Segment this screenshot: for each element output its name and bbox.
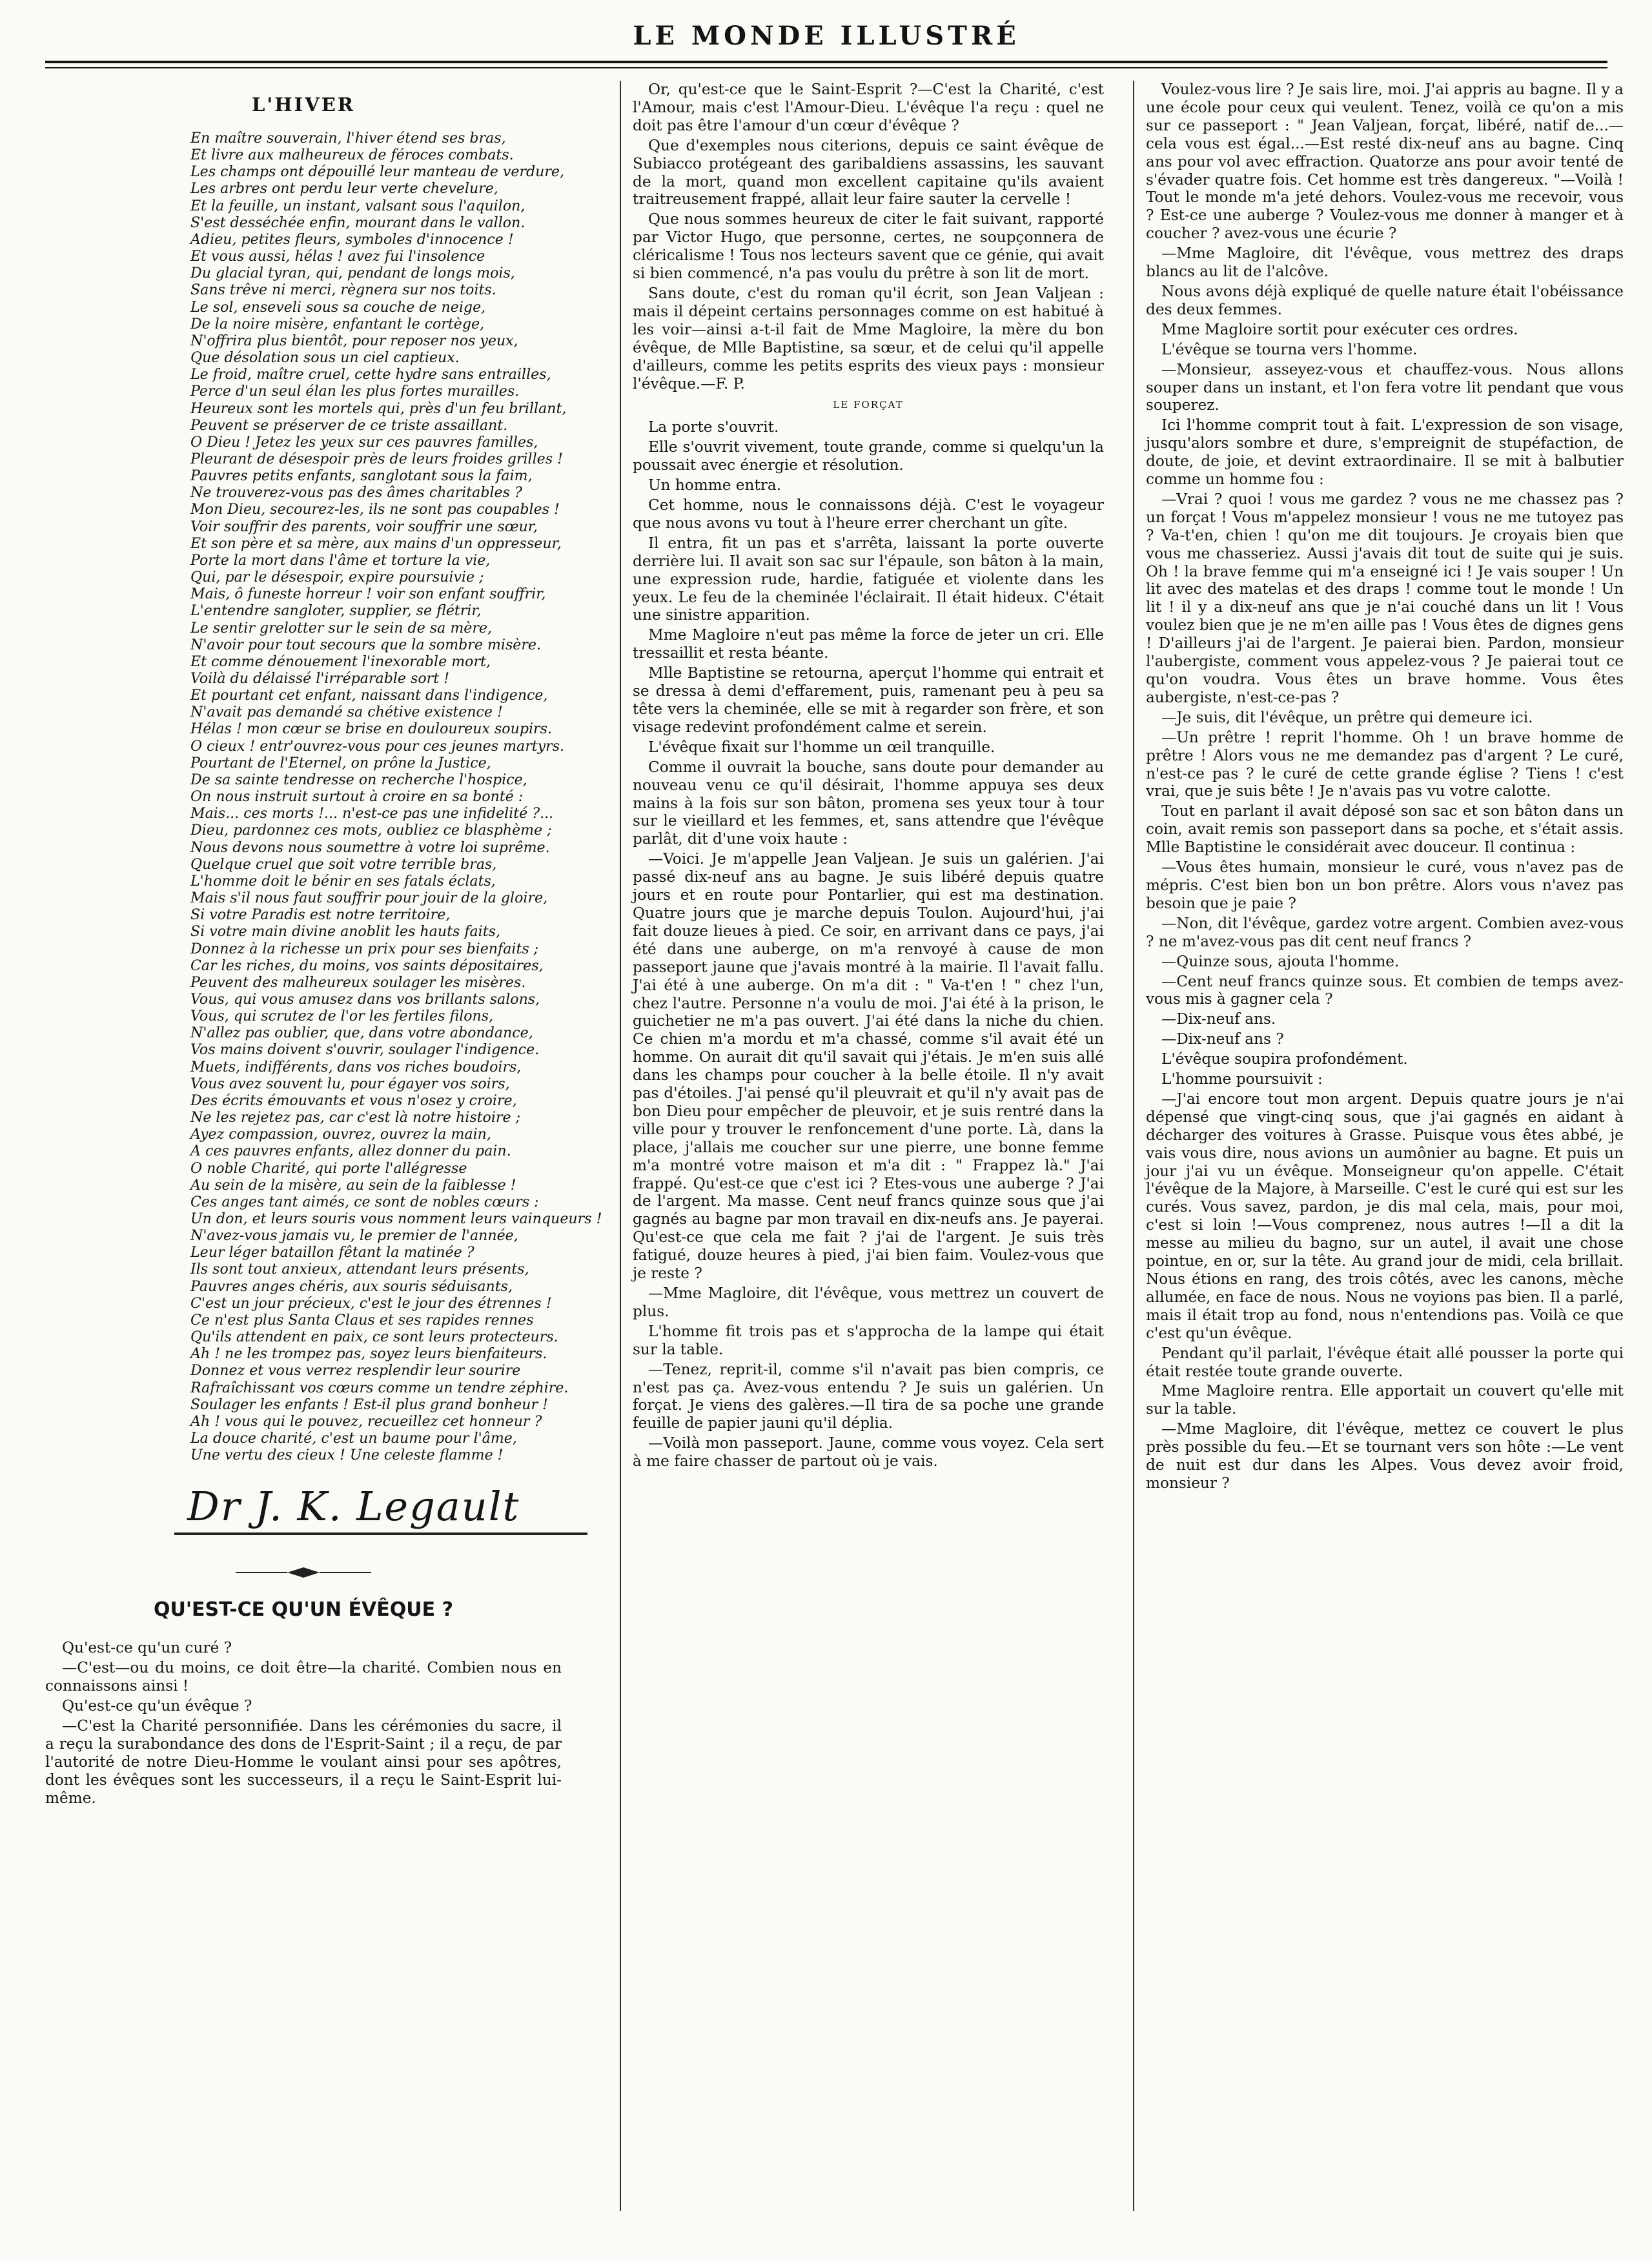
poem-line: Hélas ! mon cœur se brise en douloureux soupirs. (190, 720, 552, 738)
poem-line: En maître souverain, l'hiver étend ses bras, (190, 130, 506, 147)
paragraph: Pendant qu'il parlait, l'évêque était allé pousser la porte qui était restée toute grande ouverte. (1146, 1344, 1624, 1380)
masthead-rule-thin (45, 67, 1607, 68)
poem-line: Porte la mort dans l'âme et torture la vie, (190, 551, 491, 569)
poem-line: Ah ! vous qui le pouvez, recueillez cet honneur ? (190, 1412, 542, 1430)
poem-line: Peuvent des malheureux soulager les misères. (190, 973, 526, 991)
paragraph: Qu'est-ce qu'un curé ? (62, 1639, 232, 1657)
poem-line: Pourtant de l'Eternel, on prône la Justice, (190, 754, 491, 771)
paragraph: Or, qu'est-ce que le Saint-Esprit ?—C'est la Charité, c'est l'Amour, mais c'est l'Amour-Dieu. L'évêque l'a reçu : quel ne doit pas être l'amour d'un cœur d'évêque ? (633, 81, 1104, 134)
paragraph: L'homme fit trois pas et s'approcha de la lampe qui était sur la table. (633, 1322, 1104, 1358)
poem-line: Voilà du délaissé l'irréparable sort ! (190, 670, 449, 687)
poem-line: Ayez compassion, ouvrez, ouvrez la main, (190, 1126, 491, 1143)
poem-line: O Dieu ! Jetez les yeux sur ces pauvres familles, (190, 433, 538, 451)
paragraph: Qu'est-ce qu'un évêque ? (62, 1697, 252, 1715)
article-column-1-text (45, 1639, 562, 1807)
column-2 (620, 81, 1104, 2211)
poem-line: L'entendre sangloter, supplier, se flétrir, (190, 602, 482, 620)
poem-line: Au sein de la misère, au sein de la faiblesse ! (190, 1176, 516, 1194)
paragraph: —Monsieur, asseyez-vous et chauffez-vous. Nous allons souper dans un instant, et l'on fera votre lit pendant que vous souperez. (1146, 360, 1624, 414)
poem-line: Peuvent se préserver de ce triste assaillant. (190, 416, 508, 434)
poem-line: Mon Dieu, secourez-les, ils ne sont pas coupables ! (190, 501, 560, 518)
poem-line: Mais s'il nous faut souffrir pour jouir de la gloire, (190, 890, 548, 907)
poem-line: Qui, par le désespoir, expire poursuivie ; (190, 569, 484, 586)
poem-line: Ah ! ne les trompez pas, soyez leurs bienfaiteurs. (190, 1345, 547, 1363)
poem-line: Mais... ces morts !... n'est-ce pas une infidelité ?... (190, 805, 554, 822)
poem-line: Muets, indifférents, dans vos riches boudoirs, (190, 1058, 522, 1075)
poem-line: Du glacial tyran, qui, pendant de longs mois, (190, 265, 515, 282)
paragraph: Mme Magloire rentra. Elle apportait un couvert qu'elle mit sur la table. (1146, 1382, 1624, 1418)
poem-line: Heureux sont les mortels qui, près d'un feu brillant, (190, 400, 567, 417)
poem-line: Et comme dénouement l'inexorable mort, (190, 653, 491, 670)
poem-line: Ne les rejetez pas, car c'est là notre histoire ; (190, 1109, 521, 1126)
paragraph: Mme Magloire sortit pour exécuter ces ordres. (1161, 320, 1518, 338)
poem-line: Et livre aux malheureux de féroces combats. (190, 147, 514, 164)
paragraph: Cet homme, nous le connaissons déjà. C'est le voyageur que nous avons vu tout à l'heure errer cherchant un gîte. (633, 496, 1104, 532)
paragraph: Elle s'ouvrit vivement, toute grande, comme si quelqu'un la poussait avec énergie et résolution. (633, 438, 1104, 474)
poem-line: Pauvres anges chéris, aux souris séduisants, (190, 1278, 513, 1295)
paragraph: —C'est la Charité personnifiée. Dans les cérémonies du sacre, il a reçu la surabondance des dons de l'Esprit-Saint ; il a reçu, de par l'autorité de notre Dieu-Homme le voulant ainsi pour ses apôtres, dont les évêques sont les successeurs, il a reçu le Saint-Esprit lui-même. (45, 1716, 562, 1807)
paragraph: Sans doute, c'est du roman qu'il écrit, son Jean Valjean : mais il dépeint certains personnages comme on est habitué à les voir—ainsi a-t-il fait de Mme Magloire, la mère du bon évêque, de Mlle Baptistine, sa sœur, et de celui qu'il appelle d'ailleurs, comme les petits esprits des vieux pays : monsieur l'évêque.—F. P. (633, 284, 1104, 392)
section-ornament (45, 1566, 562, 1579)
paragraph: —Mme Magloire, dit l'évêque, vous mettrez des draps blancs au lit de l'alcôve. (1146, 245, 1624, 281)
paragraph: Mlle Baptistine se retourna, aperçut l'homme qui entrait et se dressa à demi d'effarement, puis, ramenant peu à peu sa tête vers la cheminée, elle se mit à regarder son frère, et son visage redevint profondément calme et serein. (633, 664, 1104, 736)
poem-line: On nous instruit surtout à croire en sa bonté : (190, 788, 524, 806)
poem-line: Qu'ils attendent en paix, ce sont leurs protecteurs. (190, 1329, 558, 1346)
paragraph: —Quinze sous, ajouta l'homme. (1161, 952, 1400, 970)
poem-line: Des écrits émouvants et vous n'osez y croire, (190, 1092, 517, 1109)
poem-line: Les arbres ont perdu leur verte chevelure, (190, 180, 498, 198)
poem-line: Que désolation sous un ciel captieux. (190, 349, 460, 367)
poem-line: Si votre Paradis est notre territoire, (190, 906, 451, 924)
poem-body (45, 130, 602, 1464)
poem-line: Les champs ont dépouillé leur manteau de verdure, (190, 163, 565, 181)
paragraph: —J'ai encore tout mon argent. Depuis quatre jours je n'ai dépensé que vingt-cinq sous, que j'ai gagnés en aidant à décharger des voitures à Grasse. Puisque vous êtes abbé, je vais vous dire, nous avions un aumônier au bagne. Et puis un jour j'ai vu un évêque. Monseigneur qu'on appelle. C'était l'évêque de la Majore, à Marseille. C'est le curé qui est sur les curés. Vous savez, pardon, je dis mal cela, mais, pour moi, c'est si loin !—Vous comprenez, nous autres !—Il a dit la messe au milieu du bagno, sur un autel, il avait une chose pointue, en or, sur la tête. Au grand jour de midi, cela brillait. Nous étions en rang, des trois côtés, avec les canons, mèche allumée, en face de nous. Nous ne voyions pas bien. Il a parlé, mais il était trop au fond, nous n'entendions pas. Voilà ce que c'est qu'un évêque. (1146, 1090, 1624, 1342)
masthead: LE MONDE ILLUSTRÉ (633, 21, 1020, 51)
poem-line: C'est un jour précieux, c'est le jour des étrennes ! (190, 1294, 552, 1312)
paragraph: —C'est—ou du moins, ce doit être—la charité. Combien nous en connaissons ainsi ! (45, 1659, 562, 1695)
paragraph: —Vrai ? quoi ! vous me gardez ? vous ne me chassez pas ? un forçat ! Vous m'appelez monsieur ! vous ne me tutoyez pas ? Va-t'en, chien ! qu'on me dit toujours. Je croyais bien que vous me chasseriez. Aussi j'avais dit tout de suite qui je suis. Oh ! la brave femme qui m'a enseigné ici ! Je vais souper ! Un lit avec des matelas et des draps ! comme tout le monde ! Un lit ! il y a dix-neuf ans que je n'ai couché dans un lit ! Vous voulez bien que je ne m'en aille pas ! Vous êtes de dignes gens ! D'ailleurs j'ai de l'argent. Je paierai bien. Pardon, monsieur l'aubergiste, comment vous appelez-vous ? Je paierai tout ce qu'on voudra. Vous êtes un brave homme. Vous êtes aubergiste, n'est-ce-pas ? (1146, 490, 1624, 706)
poem-line: Quelque cruel que soit votre terrible bras, (190, 855, 497, 873)
paragraph: L'évêque fixait sur l'homme un œil tranquille. (648, 738, 995, 756)
poem-line: Donnez et vous verrez resplendir leur sourire (190, 1362, 521, 1379)
poem-line: Une vertu des cieux ! Une celeste flamme ! (190, 1447, 504, 1464)
paragraph: L'évêque se tourna vers l'homme. (1161, 340, 1418, 358)
column-3 (1133, 81, 1624, 2211)
paragraph: Que d'exemples nous citerions, depuis ce saint évêque de Subiacco protégeant des garibaldiens assassins, les sauvant de la mort, quand mon excellent capitaine qu'ils avaient traitreusement frappé, allait leur faire sauter la cervelle ! (633, 136, 1104, 209)
poem-line: Soulager les enfants ! Est-il plus grand bonheur ! (190, 1396, 548, 1413)
article-title: QU'EST-CE QU'UN ÉVÊQUE ? (154, 1598, 453, 1622)
poem-line: Vous, qui vous amusez dans vos brillants salons, (190, 990, 540, 1008)
paragraph: Ici l'homme comprit tout à fait. L'expression de son visage, jusqu'alors sombre et dure, s'empreignit de stupéfaction, de doute, de joie, et devint extraordinaire. Il se mit à balbutier comme un homme fou : (1146, 416, 1624, 489)
paragraph: —Je suis, dit l'évêque, un prêtre qui demeure ici. (1161, 708, 1533, 726)
poem-line: Ces anges tant aimés, ce sont de nobles cœurs : (190, 1193, 539, 1210)
poem-line: N'avait pas demandé sa chétive existence ! (190, 704, 503, 721)
paragraph: Nous avons déjà expliqué de quelle nature était l'obéissance des deux femmes. (1146, 282, 1624, 318)
poem-line: A ces pauvres enfants, allez donner du pain. (190, 1143, 511, 1160)
paragraph: L'évêque soupira profondément. (1161, 1050, 1408, 1068)
poem-line: O noble Charité, qui porte l'allégresse (190, 1159, 467, 1177)
poem-line: La douce charité, c'est un baume pour l'âme, (190, 1430, 517, 1447)
paragraph: L'homme poursuivit : (1161, 1070, 1323, 1088)
masthead-rule-thick (45, 61, 1607, 63)
paragraph: Mme Magloire n'eut pas même la force de jeter un cri. Elle tressaillit et resta béante. (633, 626, 1104, 662)
poem-line: Et la feuille, un instant, valsant sous l'aquilon, (190, 197, 525, 214)
poem-line: L'homme doit le bénir en ses fatals éclats, (190, 872, 496, 890)
paragraph: —Mme Magloire, dit l'évêque, mettez ce couvert le plus près possible du feu.—Et se tournant vers son hôte :—Le vent de nuit est dur dans les Alpes. Vous devez avoir froid, monsieur ? (1146, 1420, 1624, 1492)
paragraph: Tout en parlant il avait déposé son sac et son bâton dans un coin, avait remis son passeport dans sa poche, et s'était assis. Mlle Baptistine le considérait avec douceur. Il continua : (1146, 802, 1624, 857)
poem-title: L'HIVER (252, 94, 355, 116)
poem-line: Voir souffrir des parents, voir souffrir une sœur, (190, 518, 538, 535)
paragraph: —Dix-neuf ans. (1161, 1010, 1276, 1028)
paragraph: —Mme Magloire, dit l'évêque, vous mettrez un couvert de plus. (633, 1285, 1104, 1320)
forcat-column-3-text (1146, 81, 1624, 1492)
poem-line: Sans trêve ni merci, règnera sur nos toits. (190, 281, 496, 299)
poem-line: De sa sainte tendresse on recherche l'hospice, (190, 771, 527, 788)
ornament-divider-icon (236, 1566, 371, 1579)
poem-line: Ils sont tout anxieux, attendant leurs présents, (190, 1261, 529, 1278)
poem-line: Vous, qui scrutez de l'or les fertiles filons, (190, 1008, 494, 1025)
poem-line: Dieu, pardonnez ces mots, oubliez ce blasphème ; (190, 822, 552, 839)
poem-line: Le froid, maître cruel, cette hydre sans entrailles, (190, 366, 551, 383)
poem-line: Perce d'un seul élan les plus fortes murailles. (190, 383, 520, 400)
paragraph: Il entra, fit un pas et s'arrêta, laissant la porte ouverte derrière lui. Il avait son sac sur l'épaule, son bâton à la main, une expression rude, hardie, fatiguée et violente dans les yeux. Le feu de la cheminée l'éclairait. Il était hideux. C'était une sinistre apparition. (633, 534, 1104, 624)
paragraph: —Voilà mon passeport. Jaune, comme vous voyez. Cela sert à me faire chasser de partout où je vais. (633, 1434, 1104, 1471)
paragraph: —Un prêtre ! reprit l'homme. Oh ! un brave homme de prêtre ! Alors vous ne me demandez pas d'argent ? Le curé, n'est-ce pas ? le curé de cette grande église ? Tiens ! c'est vrai, que je suis bête ! Je n'avais pas vu votre calotte. (1146, 728, 1624, 800)
poem-line: N'avez-vous jamais vu, le premier de l'année, (190, 1227, 518, 1245)
poem-line: Rafraîchissant vos cœurs comme un tendre zéphire. (190, 1379, 569, 1396)
poem-line: Nous devons nous soumettre à votre loi suprême. (190, 839, 550, 856)
poem-line: Le sol, enseveli sous sa couche de neige, (190, 298, 486, 316)
forcat-subtitle: LE FORÇAT (833, 399, 904, 411)
poem-line: Ne trouverez-vous pas des âmes charitables ? (190, 484, 522, 502)
poem-line: N'allez pas oublier, que, dans votre abondance, (190, 1024, 533, 1042)
poem-line: Pleurant de désespoir près de leurs froides grilles ! (190, 450, 563, 467)
signature-flourish (174, 1532, 587, 1535)
paragraph: —Vous êtes humain, monsieur le curé, vous n'avez pas de mépris. C'est bien bon un bon prêtre. Alors vous n'avez pas besoin que je paie ? (1146, 859, 1624, 912)
poem-line: Pauvres petits enfants, sanglotant sous la faim, (190, 467, 533, 485)
poem-line: Vous avez souvent lu, pour égayer vos soirs, (190, 1075, 510, 1092)
poem-line: Mais, ô funeste horreur ! voir son enfant souffrir, (190, 585, 546, 603)
poem-line: S'est desséchée enfin, mourant dans le vallon. (190, 214, 525, 231)
poem-line: De la noire misère, enfantant le cortège, (190, 315, 485, 332)
poem-line: Le sentir grelotter sur le sein de sa mère, (190, 619, 493, 636)
poem-line: Donnez à la richesse un prix pour ses bienfaits ; (190, 940, 539, 957)
poem-line: Un don, et leurs souris vous nomment leurs vainqueurs ! (190, 1210, 602, 1227)
paragraph: —Non, dit l'évêque, gardez votre argent. Combien avez-vous ? ne m'avez-vous pas dit cent neuf francs ? (1146, 914, 1624, 950)
paragraph: Comme il ouvrait la bouche, sans doute pour demander au nouveau venu ce qu'il désirait, l'homme appuya ses deux mains à la fois sur son bâton, promena ses yeux tour à tour sur le vieillard et les femmes, et, sans attendre que l'évêque parlât, dit d'une voix haute : (633, 758, 1104, 848)
poem-line: Et vous aussi, hélas ! avez fui l'insolence (190, 248, 485, 265)
poem-line: Et pourtant cet enfant, naissant dans l'indigence, (190, 687, 548, 704)
poem-line: Vos mains doivent s'ouvrir, soulager l'indigence. (190, 1041, 540, 1059)
poem-line: Et son père et sa mère, aux mains d'un oppresseur, (190, 534, 562, 552)
poem-line: O cieux ! entr'ouvrez-vous pour ces jeunes martyrs. (190, 737, 565, 755)
poem-line: N'avoir pour tout secours que la sombre misère. (190, 636, 542, 653)
poem-line: Car les riches, du moins, vos saints dépositaires, (190, 957, 544, 974)
poem-line: Ce n'est plus Santa Claus et ses rapides rennes (190, 1311, 534, 1329)
paragraph: Un homme entra. (648, 476, 782, 494)
paragraph: Que nous sommes heureux de citer le fait suivant, rapporté par Victor Hugo, que personne, certes, ne soupçonnera de cléricalisme ! Tous nos lecteurs savent que ce génie, qui avait si bien commencé, n'a pas voulu du prêtre à son lit de mort. (633, 210, 1104, 283)
poem-signature: Dr J. K. Legault (187, 1483, 520, 1531)
paragraph: La porte s'ouvrit. (648, 418, 779, 436)
column-1 (45, 81, 602, 1809)
article-column-2-text (633, 81, 1104, 392)
paragraph: —Tenez, reprit-il, comme s'il n'avait pas bien compris, ce n'est pas ça. Avez-vous entendu ? Je suis un galérien. Un forçat. Je viens des galères.—Il tira de sa poche une grande feuille de papier jauni qu'il déplia. (633, 1360, 1104, 1432)
poem-line: Si votre main divine anoblit les hauts faits, (190, 923, 500, 941)
paragraph: —Dix-neuf ans ? (1161, 1030, 1284, 1048)
forcat-column-2-text (633, 418, 1104, 1471)
paragraph: —Cent neuf francs quinze sous. Et combien de temps avez-vous mis à gagner cela ? (1146, 972, 1624, 1008)
poem-line: N'offrira plus bientôt, pour reposer nos yeux, (190, 332, 518, 349)
paragraph: Voulez-vous lire ? Je sais lire, moi. J'ai appris au bagne. Il y a une école pour ceux qui veulent. Tenez, voilà ce qu'on a mis sur ce passeport : " Jean Valjean, forçat, libéré, natif de...—cela vous est égal...—Est resté dix-neuf ans au bagne. Cinq ans pour vol avec effraction. Quatorze ans pour avoir tenté de s'évader quatre fois. Cet homme est très dangereux. "—Voilà ! Tout le monde m'a jeté dehors. Voulez-vous me recevoir, vous ? Est-ce une auberge ? Voulez-vous me donner à manger et à coucher ? avez-vous une écurie ? (1146, 81, 1624, 243)
poem-line: Adieu, petites fleurs, symboles d'innocence ! (190, 230, 514, 248)
paragraph: —Voici. Je m'appelle Jean Valjean. Je suis un galérien. J'ai passé dix-neuf ans au bagne. Je suis libéré depuis quatre jours et en route pour Pontarlier, qui est ma destination. Quatre jours que je marche depuis Toulon. Aujourd'hui, j'ai fait douze lieues à pied. Ce soir, en arrivant dans ce pays, j'ai été dans une auberge, on m'a renvoyé à cause de mon passeport jaune que j'avais montré à la mairie. Il l'avait fallu. J'ai été à une auberge. On m'a dit : " Va-t'en ! " chez l'un, chez l'autre. Personne n'a voulu de moi. J'ai été à la prison, le guichetier ne m'a pas ouvert. J'ai été dans la niche du chien. Ce chien m'a mordu et m'a chassé, comme s'il avait été un homme. On aurait dit qu'il savait qui j'étais. Je m'en suis allé dans les champs pour coucher à la belle étoile. Il n'y avait pas d'étoiles. J'ai pensé qu'il pleuvrait et qu'il n'y avait pas de bon Dieu pour empêcher de pleuvoir, et je suis rentré dans la ville pour y trouver le renfoncement d'une porte. Là, dans la place, j'allais me coucher sur une pierre, une bonne femme m'a montré votre maison et m'a dit : " Frappez là." J'ai frappé. Qu'est-ce que c'est ici ? Etes-vous une auberge ? J'ai de l'argent. Ma masse. Cent neuf francs quinze sous que j'ai gagnés au bagne par mon travail en dix-neufs ans. Je payerai. Qu'est-ce que cela me fait ? j'ai de l'argent. Je suis très fatigué, douze heures à pied, j'ai bien faim. Voulez-vous que je reste ? (633, 850, 1104, 1283)
poem-line: Leur léger bataillon fêtant la matinée ? (190, 1244, 474, 1261)
